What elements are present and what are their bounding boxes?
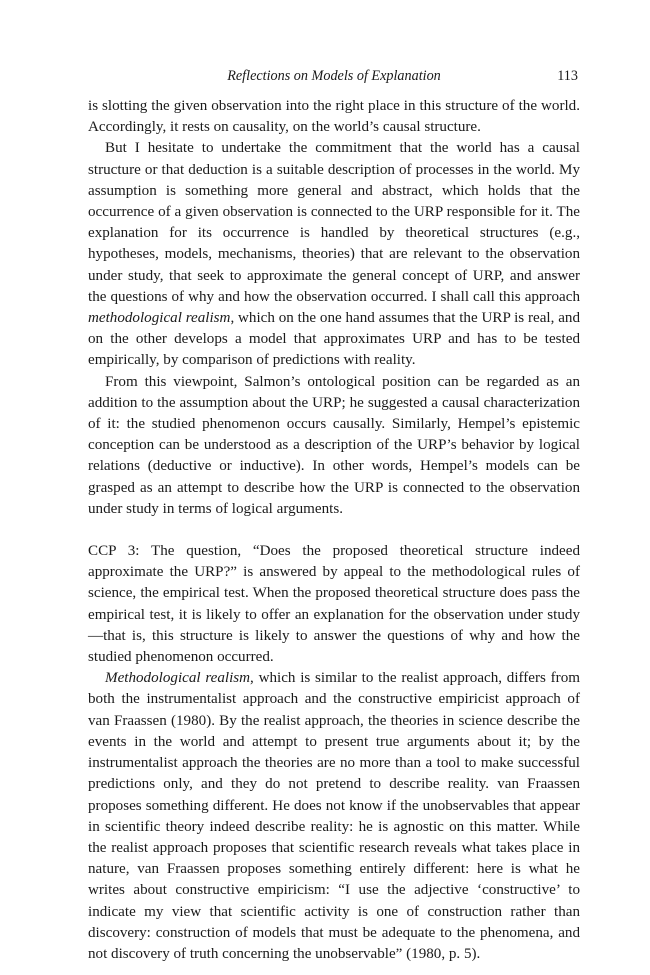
book-page	[88, 62, 580, 965]
paragraph-methodological-realism	[88, 138, 580, 371]
paragraph-text: But I hesitate to undertake the commitment that the world has a causal structure or that deduction is a suitable description of processes in the world. My assumption is something more general and abstract, which holds that the occurrence of a given observation is connected to the URP responsible for it. The explanation for its occurrence is handled by theoretical structures (e.g., hypotheses, models, mechanisms, theories) that are relevant to the observation under study, that seek to approximate the general concept of URP, and answer the questions of why and how the observation occurred. I shall call this approach	[88, 140, 580, 305]
paragraph-van-fraassen	[88, 668, 580, 965]
paragraph-text: , which is similar to the realist approach, differs from both the instrumentalist approach and the constructive empiricist approach of van Fraassen (1980). By the realist approach, the theories in science describe the events in the world and attempt to present true arguments about it; by the instrumentalist approach the theories are no more than a tool to make successful predictions only, and they do not pretend to describe reality. van Fraassen proposes something different. He does not know if the unobservables that appear in scientific theory indeed describe reality: he is agnostic on this matter. While the realist approach proposes that scientific research reveals what takes place in nature, van Fraassen proposes something entirely different: here is what he writes about constructive empiricism: “I use the adjective ‘constructive’ to indicate my view that scientific activity is one of construction rather than discovery: construction of models that must be adequate to the phenomena, and not discovery of truth concerning the unobservable” (1980, p. 5).	[88, 670, 580, 962]
emphasis-term: methodological realism	[88, 310, 231, 327]
running-title: Reflections on Models of Explanation	[227, 68, 441, 84]
emphasis-term: Methodological realism	[105, 670, 251, 687]
paragraph-salmon-hempel: From this viewpoint, Salmon’s ontological position can be regarded as an addition to the assumption about the URP; he suggested a causal characterization of it: the studied phenomenon occurs causally. Similarly, Hempel’s epistemic conception can be understood as a description of the URP’s behavior by logical relations (deductive or inductive). In other words, Hempel’s models can be grasped as an attempt to describe how the URP is connected to the observation under study in terms of logical arguments.	[88, 373, 580, 517]
paragraph-continuation: is slotting the given observation into the right place in this structure of the world. Accordingly, it rests on causality, on the world’s causal structure.	[88, 98, 580, 136]
running-head	[88, 62, 580, 90]
paragraph-ccp-3: CCP 3: The question, “Does the proposed theoretical structure indeed approximate the URP?” is answered by appeal to the methodological rules of science, the empirical test. When the proposed theoretical structure does pass the empirical test, it is likely to offer an explanation for the observation under study—that is, this structure is likely to answer the questions of why and how the studied phenomenon occurred.	[88, 543, 580, 666]
page-number: 113	[557, 68, 578, 84]
paragraph-text: , which on the one hand assumes that the URP is real, and on the other develops a model that approximates URP and has to be tested empirically, by comparison of predictions with reality.	[88, 310, 580, 369]
body-text	[88, 96, 580, 965]
